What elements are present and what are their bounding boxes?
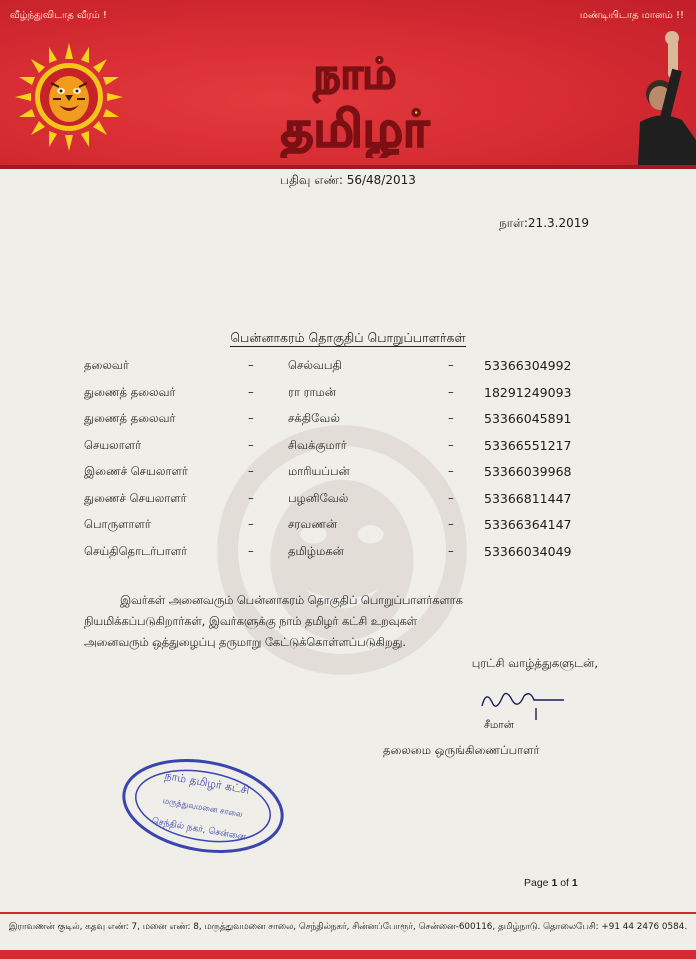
- letter-date: நாள்:21.3.2019: [499, 216, 589, 230]
- signature: [472, 684, 572, 722]
- seal-line-1: நாம் தமிழர் கட்சி: [163, 769, 251, 797]
- separator: –: [448, 437, 454, 452]
- page-current: 1: [551, 877, 558, 889]
- page-of: of: [560, 877, 569, 889]
- footer-bar: [0, 950, 696, 959]
- list-item: [84, 517, 604, 544]
- slogan-right: மண்டியிடாத மானம் !!: [579, 10, 684, 21]
- separator: –: [248, 358, 254, 372]
- role-label: தலைவர்: [84, 358, 129, 372]
- separator: –: [448, 490, 454, 505]
- member-name: சிவக்குமார்: [288, 437, 347, 452]
- header-banner: [0, 0, 696, 165]
- member-name: செல்வபதி: [288, 358, 342, 372]
- party-seal: [118, 756, 288, 856]
- role-label: பொருளாளர்: [84, 517, 151, 531]
- separator: –: [448, 384, 454, 399]
- member-id: 53366364147: [484, 517, 572, 532]
- list-item: [84, 358, 604, 385]
- separator: –: [248, 490, 254, 505]
- role-label: செய்திதொடர்பாளர்: [84, 543, 188, 558]
- office-bearers-list: [84, 358, 604, 570]
- member-id: 53366034049: [484, 543, 572, 559]
- member-id: 53366304992: [484, 358, 572, 373]
- member-id: 53366811447: [484, 490, 572, 506]
- slogan-left: வீழ்ந்துவிடாத வீரம் !: [10, 10, 107, 21]
- separator: –: [448, 358, 454, 372]
- list-item: [84, 491, 604, 518]
- list-item: [84, 464, 604, 491]
- list-item: [84, 411, 604, 438]
- footer-address: இராவணன் குடில், கதவு எண்: 7, மனை எண்: 8, மருத்துவமனை சாலை, செந்தில்நகர், சின்னப்போரூர், சென்னை-600116, தமிழ்நாடு. தொலைபேசி: +91 44 2476 0584.: [8, 922, 688, 932]
- page-total: 1: [571, 877, 578, 889]
- separator: –: [248, 437, 254, 452]
- separator: –: [248, 517, 254, 531]
- separator: –: [448, 543, 454, 558]
- closing-greeting: புரட்சி வாழ்த்துகளுடன்,: [471, 656, 598, 670]
- header-divider: [0, 165, 696, 169]
- separator: –: [248, 384, 254, 399]
- roster-heading: [0, 330, 696, 347]
- paragraph-line: நியமிக்கப்படுகிறார்கள், இவர்களுக்கு நாம் தமிழர் கட்சி உறவுகள்: [84, 615, 417, 628]
- roster-heading-text: பென்னாகரம் தொகுதிப் பொறுப்பாளர்கள்: [230, 330, 466, 345]
- member-name: ரா ராமன்: [288, 384, 336, 399]
- paragraph-line: இவர்கள் அனைவரும் பென்னாகரம் தொகுதிப் பொறுப்பாளர்களாக: [120, 594, 463, 607]
- member-name: மாரியப்பன்: [288, 464, 350, 478]
- separator: –: [248, 411, 254, 425]
- member-id: 53366045891: [484, 411, 572, 426]
- role-label: துணைச் செயலாளர்: [84, 490, 187, 505]
- appointment-paragraph: [84, 590, 604, 653]
- page-label: Page: [524, 877, 549, 889]
- separator: –: [448, 411, 454, 425]
- list-item: [84, 385, 604, 412]
- paragraph-line: அனைவரும் ஒத்துழைப்பு தருமாறு கேட்டுக்கொள்ளப்படுகிறது.: [84, 636, 406, 649]
- member-name: சரவணன்: [288, 517, 338, 531]
- signer-name: சீமான்: [484, 719, 514, 731]
- tiger-emblem-icon: [14, 42, 124, 152]
- member-name: தமிழ்மகன்: [288, 543, 344, 558]
- footer-divider: [0, 912, 696, 914]
- member-id: 18291249093: [484, 384, 572, 400]
- role-label: செயலாளர்: [84, 437, 142, 452]
- separator: –: [248, 543, 254, 558]
- role-label: துணைத் தலைவர்: [84, 411, 176, 425]
- member-id: 53366551217: [484, 437, 572, 453]
- signer-designation: தலைமை ஒருங்கிணைப்பாளர்: [383, 743, 540, 757]
- party-logo: [220, 38, 490, 158]
- logo-line-2: தமிழர்: [280, 100, 430, 158]
- separator: –: [448, 464, 454, 478]
- logo-line-1: நாம்: [313, 49, 397, 98]
- member-id: 53366039968: [484, 464, 572, 479]
- separator: –: [448, 517, 454, 531]
- page-number: [524, 877, 578, 889]
- list-item: [84, 438, 604, 465]
- seal-line-3: செந்தில் நகர், சென்னை: [150, 816, 247, 843]
- seal-line-2: மருத்துவமனை சாலை: [162, 796, 244, 819]
- role-label: இணைச் செயலாளர்: [84, 464, 188, 478]
- role-label: துணைத் தலைவர்: [84, 384, 176, 399]
- member-name: சக்திவேல்: [288, 411, 340, 425]
- leader-photo: [638, 30, 696, 165]
- registration-number: பதிவு எண்: 56/48/2013: [280, 173, 416, 187]
- member-name: பழனிவேல்: [288, 490, 349, 505]
- separator: –: [248, 464, 254, 478]
- list-item: [84, 544, 604, 571]
